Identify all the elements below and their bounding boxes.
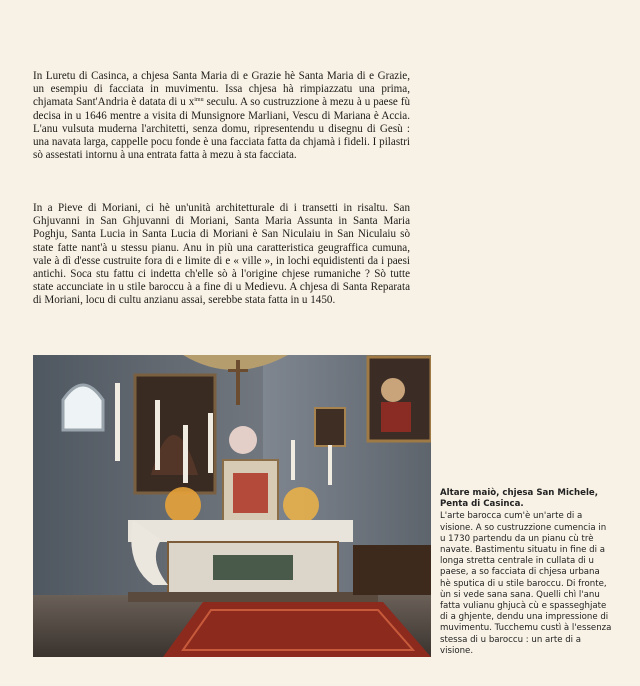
small-painting [315,408,345,446]
painting-right-figure [381,378,405,402]
candle-1 [115,383,120,461]
paragraph-luretu [33,70,410,162]
arched-window [63,385,103,430]
candle-6 [328,445,332,485]
paragraph-luretu-part-1: In Luretu di Casinca, a chjesa Santa Maria di e Grazie hè Santa Maria di e Grazie, un esempiu di facciata in muvimentu. Issa chjesa hà rimpiazzatu una prima, chjamata Sant'Andria è datata di u x [33,70,410,109]
flowers-right [283,487,319,523]
painting-right-robe [381,402,411,432]
flowers-center [229,426,257,454]
photo-caption [440,488,612,657]
altar-panel [213,555,293,580]
crucifix-post [236,360,240,405]
candle-5 [291,440,295,480]
crucifix-beam [228,369,248,372]
paragraph-luretu-part-2: seculu. A so custruzzione à mezu à u paese fù decisa in u 1646 mentre a visita di Munsignore Marliani, Vescu di Mariana è Accia. L'anu vulsuta muderna l'architetti, senza domu, ripresentendu u disegnu di Gesù : una navata larga, cappelle pocu fonde è una facciata fatta da chjamà i fideli. I pilastri sò assestati intornu à una entrata fatta à mezu à sta facciata. [33,96,410,162]
flowers-left [165,487,201,523]
altar-top [128,520,353,542]
century-superscript: imu [194,97,204,104]
paragraph-pieve-moriani: In a Pieve di Moriani, ci hè un'unità architetturale di i transetti in risaltu. San Ghjuvanni in San Ghjuvanni di Moriani, Santa Maria Assunta in Santa Maria Poghju, Santa Lucia in Santa Lucia di Moriani è San Niculaiu in San Niculaiu sò state fatte nant'à u stessu pianu. Anu in più una caratteristica geugraffica cumuna, vale à dì d'esse custruite fora di e limite di e « ville », in lochi equidistenti da i paesi antichi. Soca stu fattu ci indetta ch'elle sò à l'origine chjese rumaniche ? Sò tutte state accunciate in u stile baroccu à a fine di u Medievu. A chjesa di Santa Reparata di Moriani, locu di cultu anzianu assai, serebbe stata fatta in u 1450. [33,202,410,307]
tabernacle-door [233,473,268,513]
caption-body: L'arte barocca cum'è un'arte di a visione. A so custruzzione cumencia in u 1730 partendu da un pianu cù trè navate. Bastimentu situatu in fine di a longa stretta centrale in cullata di u paese, a so facciata di chjesa urbana hè sputica di u stile baroccu. Di fronte, ùn si vede sana sana. Quelli chì l'anu fatta vulianu ghjucà cù e spasseghjate di a ghjente, dendu una impressione di muvimentu. Tucchemu custì à l'essenza stessa di u baroccu : un arte di a visione. [440,511,612,656]
altar-photo [33,355,431,657]
candle-2 [155,400,160,470]
candle-3 [183,425,188,483]
altar-step [128,592,378,602]
candle-4 [208,413,213,473]
wooden-bench [353,545,431,595]
painting-left [135,375,215,493]
caption-title: Altare maiò, chjesa San Michele, Penta di Casinca. [440,488,598,510]
